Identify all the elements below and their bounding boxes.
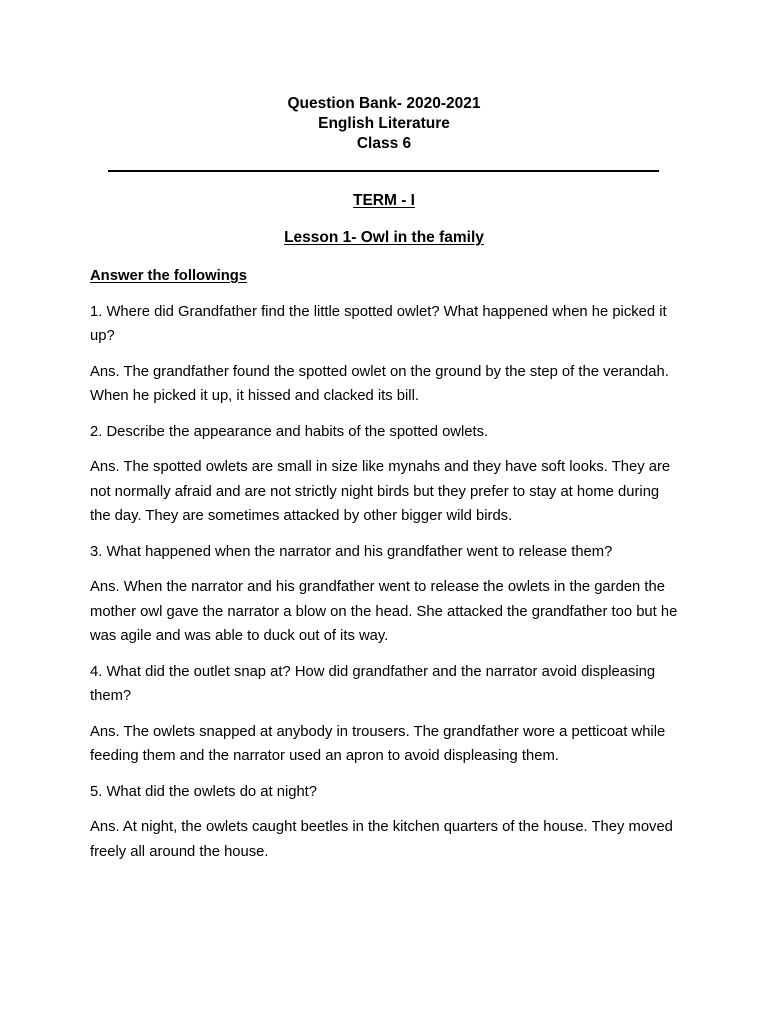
header-subject: English Literature	[318, 115, 450, 132]
question-1: 1. Where did Grandfather find the little spotted owlet? What happened when he picked it up?	[90, 303, 667, 344]
header-divider	[108, 170, 659, 172]
question-2: 2. Describe the appearance and habits of the spotted owlets.	[90, 423, 489, 440]
lesson-heading: Lesson 1- Owl in the family	[284, 229, 484, 246]
answer-4: Ans. The owlets snapped at anybody in trousers. The grandfather wore a petticoat while feeding them and the narrator used an apron to avoid displeasing them.	[90, 723, 666, 764]
question-3: 3. What happened when the narrator and his grandfather went to release them?	[90, 543, 613, 560]
header-title: Question Bank- 2020-2021	[287, 95, 481, 112]
answer-3: Ans. When the narrator and his grandfather went to release the owlets in the garden the mother owl gave the narrator a blow on the head. She attacked the grandfather too but he was agile and was able to duck out of its way.	[90, 579, 678, 644]
document-header	[0, 94, 768, 154]
section-heading: Answer the followings	[90, 268, 248, 284]
answer-1: Ans. The grandfather found the spotted owlet on the ground by the step of the verandah. When he picked it up, it hissed and clacked its bill.	[90, 363, 669, 404]
answer-5: Ans. At night, the owlets caught beetles in the kitchen quarters of the house. They moved freely all around the house.	[90, 819, 673, 860]
answer-2: Ans. The spotted owlets are small in size like mynahs and they have soft looks. They are not normally afraid and are not strictly night birds but they prefer to stay at home during the day. They are sometimes attacked by other bigger wild birds.	[90, 459, 671, 524]
question-4: 4. What did the outlet snap at? How did grandfather and the narrator avoid displeasing them?	[90, 663, 656, 704]
content-body	[90, 264, 680, 875]
term-heading: TERM - I	[353, 192, 415, 209]
header-class: Class 6	[356, 135, 412, 152]
question-5: 5. What did the owlets do at night?	[90, 783, 318, 800]
